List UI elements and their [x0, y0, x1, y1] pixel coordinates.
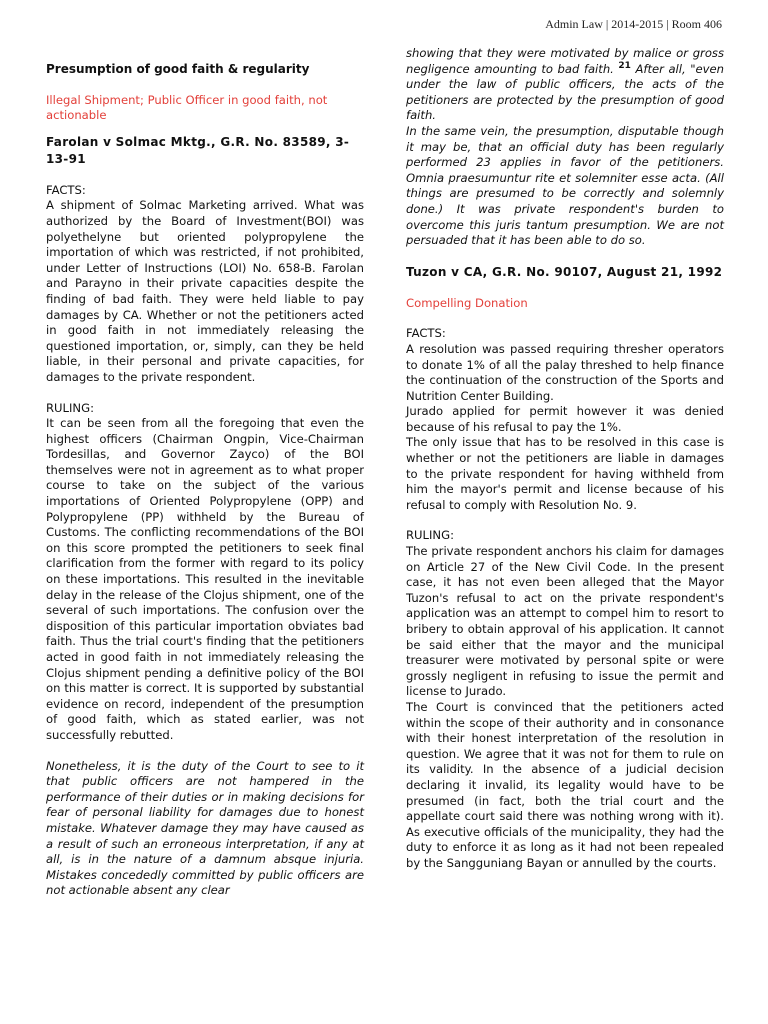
topic-heading: Illegal Shipment; Public Officer in good faith, not actionable [46, 92, 328, 123]
ruling-text: It can be seen from all the foregoing that even the highest officers (Chairman Ongpin, Vice-Chairman Tordesillas, and Governor Zayco) of the BOI themselves were not in agreement as to what proper course to take on the subject of the various importations of Oriented Polypropylene (OPP) and Polypropylene (PP) withheld by the Bureau of Customs. The conflicting recommendations of the BOI on this score prompted the petitioners to seek final clarification from the former with regard to its policy on these importations. This resulted in the inevitable delay in the release of the Clojus shipment, one of the several of such importations. The confusion over the disposition of this particular importation obviates bad faith. Thus the trial court's finding that the petitioners acted in good faith in not immediately releasing the Clojus shipment pending a definitive policy of the BOI on this matter is correct. It is supported by substantial evidence on record, independent of the presumption of good faith, which as stated earlier, was not successfully rebutted. [46, 416, 364, 742]
facts-label: FACTS: [46, 182, 86, 197]
ruling-text-2a: The private respondent anchors his claim for damages on Article 27 of the New Civil Code. In the present case, it has not even been alleged that the Mayor Tuzon's refusal to act on the private respondent's application was an attempt to compel him to resort to bribery to obtain approval of his application. It cannot be said either that the mayor and the municipal treasurer were motivated by personal spite or were grossly negligent in refusing to issue the permit and license to Jurado. [406, 544, 724, 699]
ruling-label-2: RULING: [406, 528, 454, 543]
case-title: Farolan v Solmac Mktg., G.R. No. 83589, 3-13-91 [46, 134, 350, 166]
quote-continuation [406, 46, 724, 124]
quote-text: Nonetheless, it is the duty of the Court to see to it that public officers are not hampered in the performance of their duties or in making decisions for fear of personal liability for damages due to honest mistake. Whatever damage they may have caused as a result of such an erroneous interpretation, if any at all, is in the nature of a damnum absque injuria. Mistakes concededly committed by public officers are not actionable absent any clear [46, 758, 364, 898]
ruling-text-2b: The Court is convinced that the petitioners acted within the scope of their authority and in consonance with their honest interpretation of the resolution in question. We agree that it was not for them to rule on its validity. In the absence of a judicial decision declaring it invalid, its legality would have to be presumed (in fact, both the trial court and the appellate court said there was nothing wrong with it). As executive officials of the municipality, they had the duty to enforce it as long as it had not been repealed by the Sangguniang Bayan or annulled by the courts. [406, 699, 724, 870]
topic-heading-2: Compelling Donation [406, 295, 528, 310]
facts-text: A shipment of Solmac Marketing arrived. What was authorized by the Board of Investment(BOI) was polyethelyne but oriented polypropylene the importation of which was restricted, if not prohibited, under Letter of Instructions (LOI) No. 658-B. Farolan and Parayno in their private capacities despite the finding of bad faith. They were held liable to pay damages by CA. Whether or not the petitioners acted in good faith in not immediately releasing the questioned importation, or, simply, can they be held liable, in their personal and private capacities, for damages to the private respondent. [46, 198, 364, 384]
facts-text-2c: The only issue that has to be resolved in this case is whether or not the petitioners are liable in damages to the private respondent for having withheld from him the mayor's permit and license because of his refusal to comply with Resolution No. 9. [406, 435, 724, 512]
case-title-2: Tuzon v CA, G.R. No. 90107, August 21, 1992 [406, 264, 723, 279]
left-column [46, 62, 364, 899]
ruling-label: RULING: [46, 400, 94, 415]
facts-label-2: FACTS: [406, 326, 446, 341]
quote-paragraph: In the same vein, the presumption, disputable though it may be, that an official duty has been regularly performed 23 applies in favor of the petitioners. Omnia praesumuntur rite et solemniter esse acta. (All things are presumed to be correctly and solemnly done.) It was private respondent's burden to overcome this juris tantum presumption. We are not persuaded that it has been able to do so. [406, 123, 724, 248]
quote-part-a: showing that they were motivated by malice or gross negligence amounting to bad faith. [406, 46, 724, 76]
page-header: Admin Law | 2014-2015 | Room 406 [545, 17, 722, 31]
facts-text-2b: Jurado applied for permit however it was denied because of his refusal to pay the 1%. [406, 404, 724, 434]
quote-part-b: After all, "even under the law of public officers, the acts of the petitioners are protected by the presumption of good faith. [406, 61, 725, 123]
footnote-marker: 21 [618, 60, 631, 71]
section-title: Presumption of good faith & regularity [46, 62, 310, 76]
facts-text-2a: A resolution was passed requiring thresher operators to donate 1% of all the palay threshed to help finance the continuation of the construction of the Sports and Nutrition Center Building. [406, 341, 724, 403]
right-column [406, 46, 724, 872]
